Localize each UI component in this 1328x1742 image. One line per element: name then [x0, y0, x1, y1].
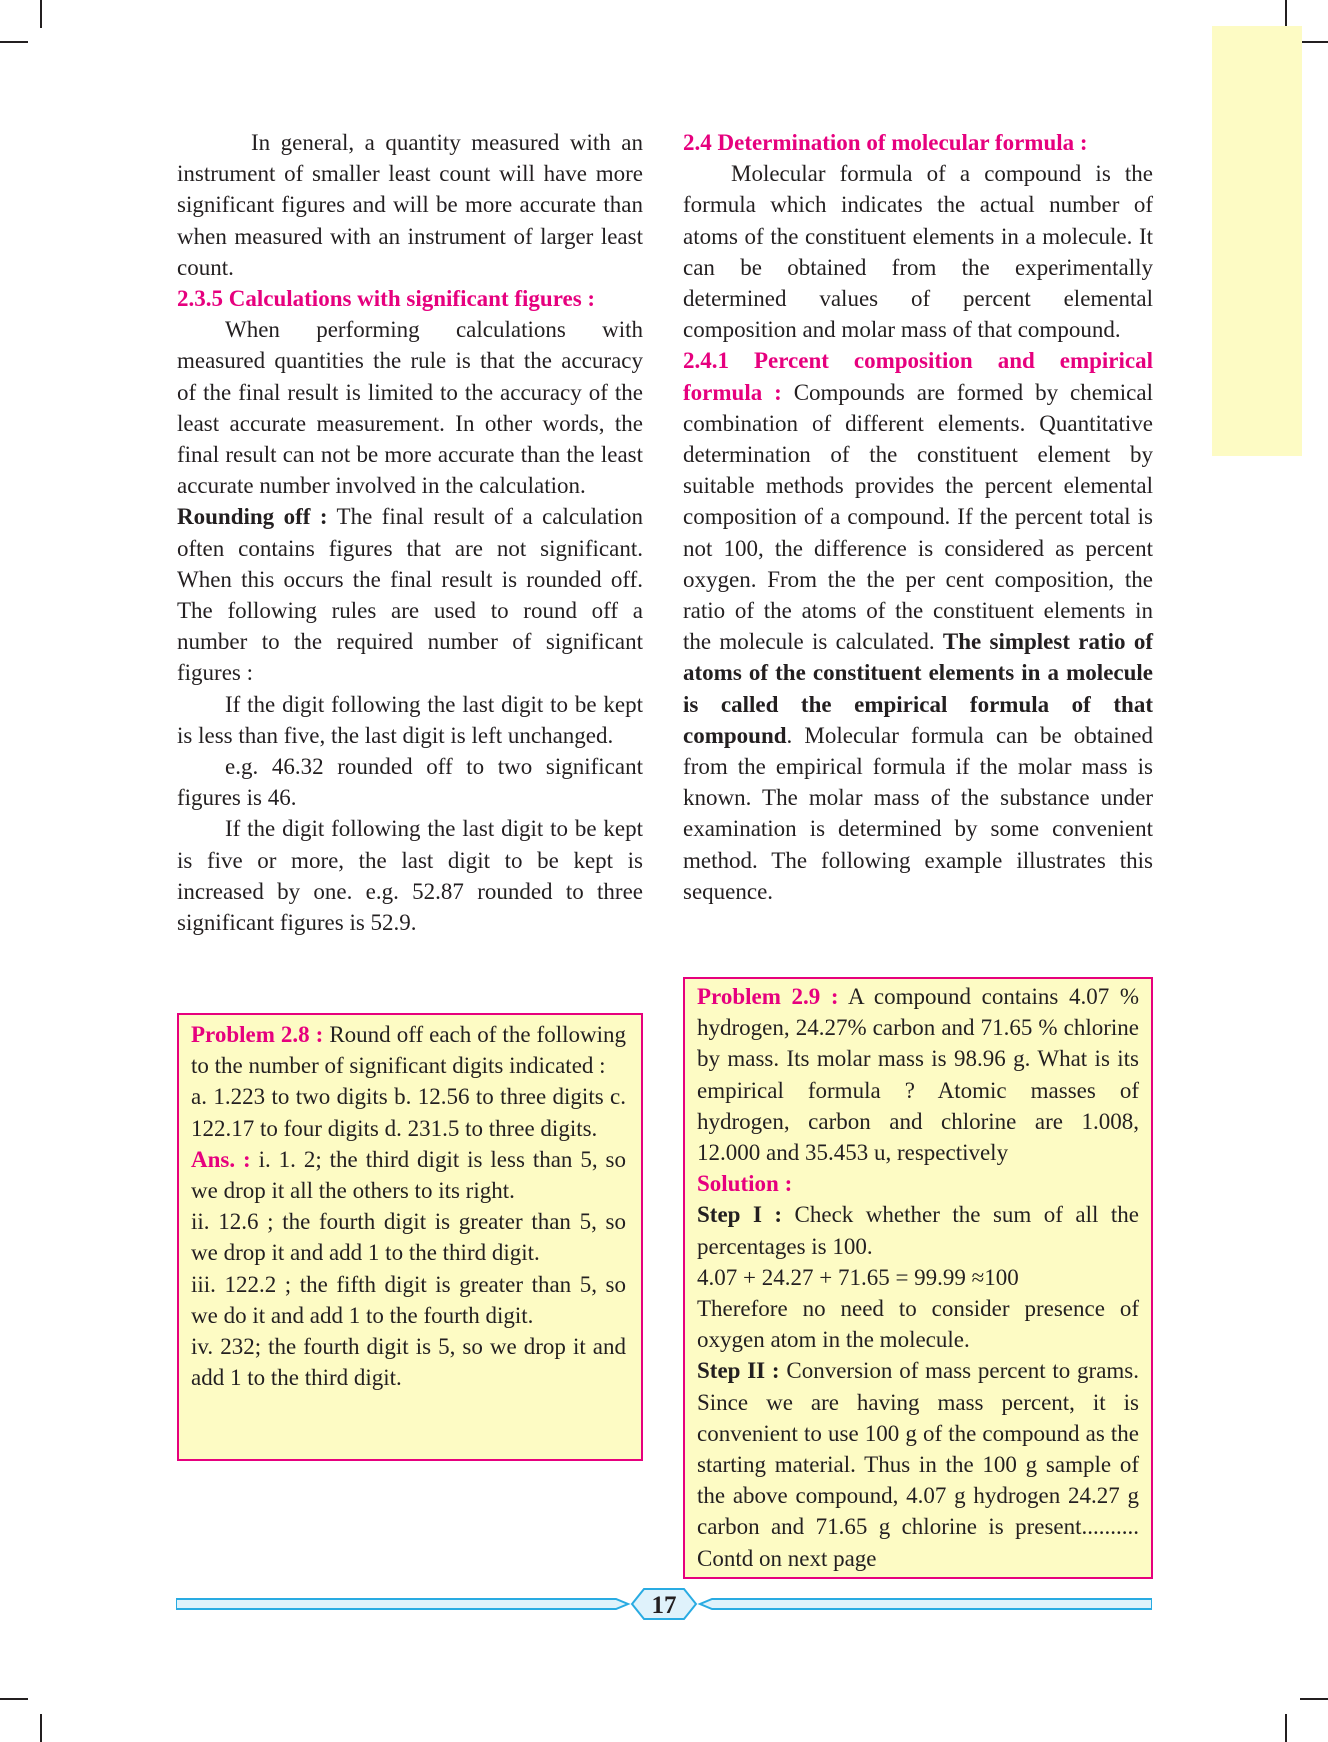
rounding-text: The final result of a calculation often contains figures that are not significant. When this occurs the final result is rounded off. The following rules are used to round off a number to the required number of significant figures : — [177, 504, 643, 686]
step-1-conclusion: Therefore no need to consider presence of oxygen atom in the molecule. — [697, 1296, 1139, 1353]
section-heading-2-3-5: 2.3.5 Calculations with significant figures : — [177, 286, 596, 312]
answer-1 — [191, 1144, 626, 1206]
molecular-formula-paragraph: Molecular formula of a compound is the formula which indicates the actual number of atoms of the constituent elements in a molecule. It can be obtained from the experimentally determined values of percent elemental composition and molar mass of that compound. — [683, 161, 1153, 343]
answer-4: iv. 232; the fourth digit is 5, so we drop it and add 1 to the third digit. — [191, 1334, 626, 1391]
answer-label: Ans. : — [191, 1146, 251, 1172]
crop-mark — [0, 1698, 28, 1700]
rule-less-than-five: If the digit following the last digit to be kept is less than five, the last digit is left unchanged. — [177, 691, 643, 748]
section-heading-2-4-1: 2.4.1 Percent composition and empirical formula : — [683, 348, 1153, 405]
page-number: 17 — [651, 1592, 677, 1619]
solution-label: Solution : — [697, 1171, 793, 1197]
percent-text: Compounds are formed by chemical combination of different elements. Quantitative determination of the constituent element by suitable methods provides the percent elemental composition of a compound. If the percent total is not 100, the difference is considered as percent oxygen. From the the per cent composition, the ratio of the atoms of the constituent elements in the molecule is calculated. — [683, 379, 1153, 655]
problem-2-9-text: A compound contains 4.07 % hydrogen, 24.27% carbon and 71.65 % chlorine by mass. Its molar mass is 98.96 g. What is its empirical formula ? Atomic masses of hydrogen, carbon and chlorine are 1.008, 12.000 and 35.453 u, respectively — [697, 984, 1139, 1166]
crop-mark — [40, 1714, 42, 1742]
sum-line: 4.07 + 24.27 + 71.65 = 99.99 ≈100 — [697, 1264, 1019, 1290]
problem-2-8-label: Problem 2.8 : — [191, 1022, 324, 1047]
step-1-text: Check whether the sum of all the percentages is 100. — [697, 1202, 1139, 1259]
problem-2-8-statement — [191, 1019, 626, 1081]
rule-example: e.g. 46.32 rounded off to two significant figures is 46. — [177, 754, 643, 811]
problem-2-9-statement — [697, 981, 1139, 1168]
footer-bar-right — [700, 1599, 1152, 1609]
percent-text-end: . Molecular formula can be obtained from the empirical formula if the molar mass is known. The molar mass of the substance under examination is determined by some convenient method. The following example illustrates this sequence. — [683, 722, 1153, 904]
answer-3: iii. 122.2 ; the fifth digit is greater than 5, so we do it and add 1 to the fourth digit. — [191, 1271, 626, 1328]
rounding-paragraph — [177, 501, 643, 688]
rule-five-or-more: If the digit following the last digit to be kept is five or more, the last digit to be kept is increased by one. e.g. 52.87 rounded to three significant figures is 52.9. — [177, 816, 643, 936]
problem-2-9-box — [683, 977, 1153, 1579]
problem-2-8-text: Round off each of the following to the number of significant digits indicated : — [191, 1022, 626, 1079]
crop-mark — [1285, 1714, 1287, 1742]
crop-mark — [40, 0, 42, 28]
footer-bar-left — [176, 1599, 628, 1609]
intro-paragraph: In general, a quantity measured with an instrument of smaller least count will have more significant figures and will be more accurate than when measured with an instrument of larger least count. — [177, 130, 643, 280]
right-column — [683, 127, 1153, 907]
percent-composition-paragraph — [683, 345, 1153, 907]
step-1 — [697, 1199, 1139, 1261]
crop-mark — [1300, 1698, 1328, 1700]
step-1-label: Step I : — [697, 1202, 783, 1228]
calc-rule-paragraph: When performing calculations with measured quantities the rule is that the accuracy of the final result is limited to the accuracy of the least accurate measurement. In other words, the final result can not be more accurate than the least accurate number involved in the calculation. — [177, 317, 643, 499]
answer-2: ii. 12.6 ; the fourth digit is greater than 5, so we drop it and add 1 to the third digit. — [191, 1209, 626, 1266]
footer-rule — [176, 1586, 1152, 1622]
step-2-text: Conversion of mass percent to grams. Since we are having mass percent, it is convenient to use 100 g of the compound as the starting material. Thus in the 100 g sample of the above compound, 4.07 g hydrogen 24.27 g carbon and 71.65 g chlorine is present.......... Contd on next page — [697, 1358, 1139, 1571]
step-2-label: Step II : — [697, 1358, 780, 1384]
crop-mark — [0, 41, 28, 43]
thumb-tab — [1212, 26, 1302, 456]
problem-2-8-box — [177, 1013, 643, 1461]
section-heading-2-4: 2.4 Determination of molecular formula : — [683, 130, 1088, 155]
step-2 — [697, 1355, 1139, 1573]
page-footer — [176, 1586, 1152, 1622]
crop-mark — [1300, 41, 1328, 43]
left-column — [177, 127, 643, 938]
empirical-definition: The simplest ratio of atoms of the constituent elements in a molecule is called the empirical formula of that compound — [683, 629, 1153, 748]
problem-2-9-label: Problem 2.9 : — [697, 984, 839, 1009]
crop-mark — [1285, 0, 1287, 28]
problem-2-8-parts: a. 1.223 to two digits b. 12.56 to three digits c. 122.17 to four digits d. 231.5 to three digits. — [191, 1084, 626, 1141]
answer-1-text: i. 1. 2; the third digit is less than 5, so we drop it all the others to its right. — [191, 1146, 626, 1204]
rounding-label: Rounding off : — [177, 504, 328, 530]
